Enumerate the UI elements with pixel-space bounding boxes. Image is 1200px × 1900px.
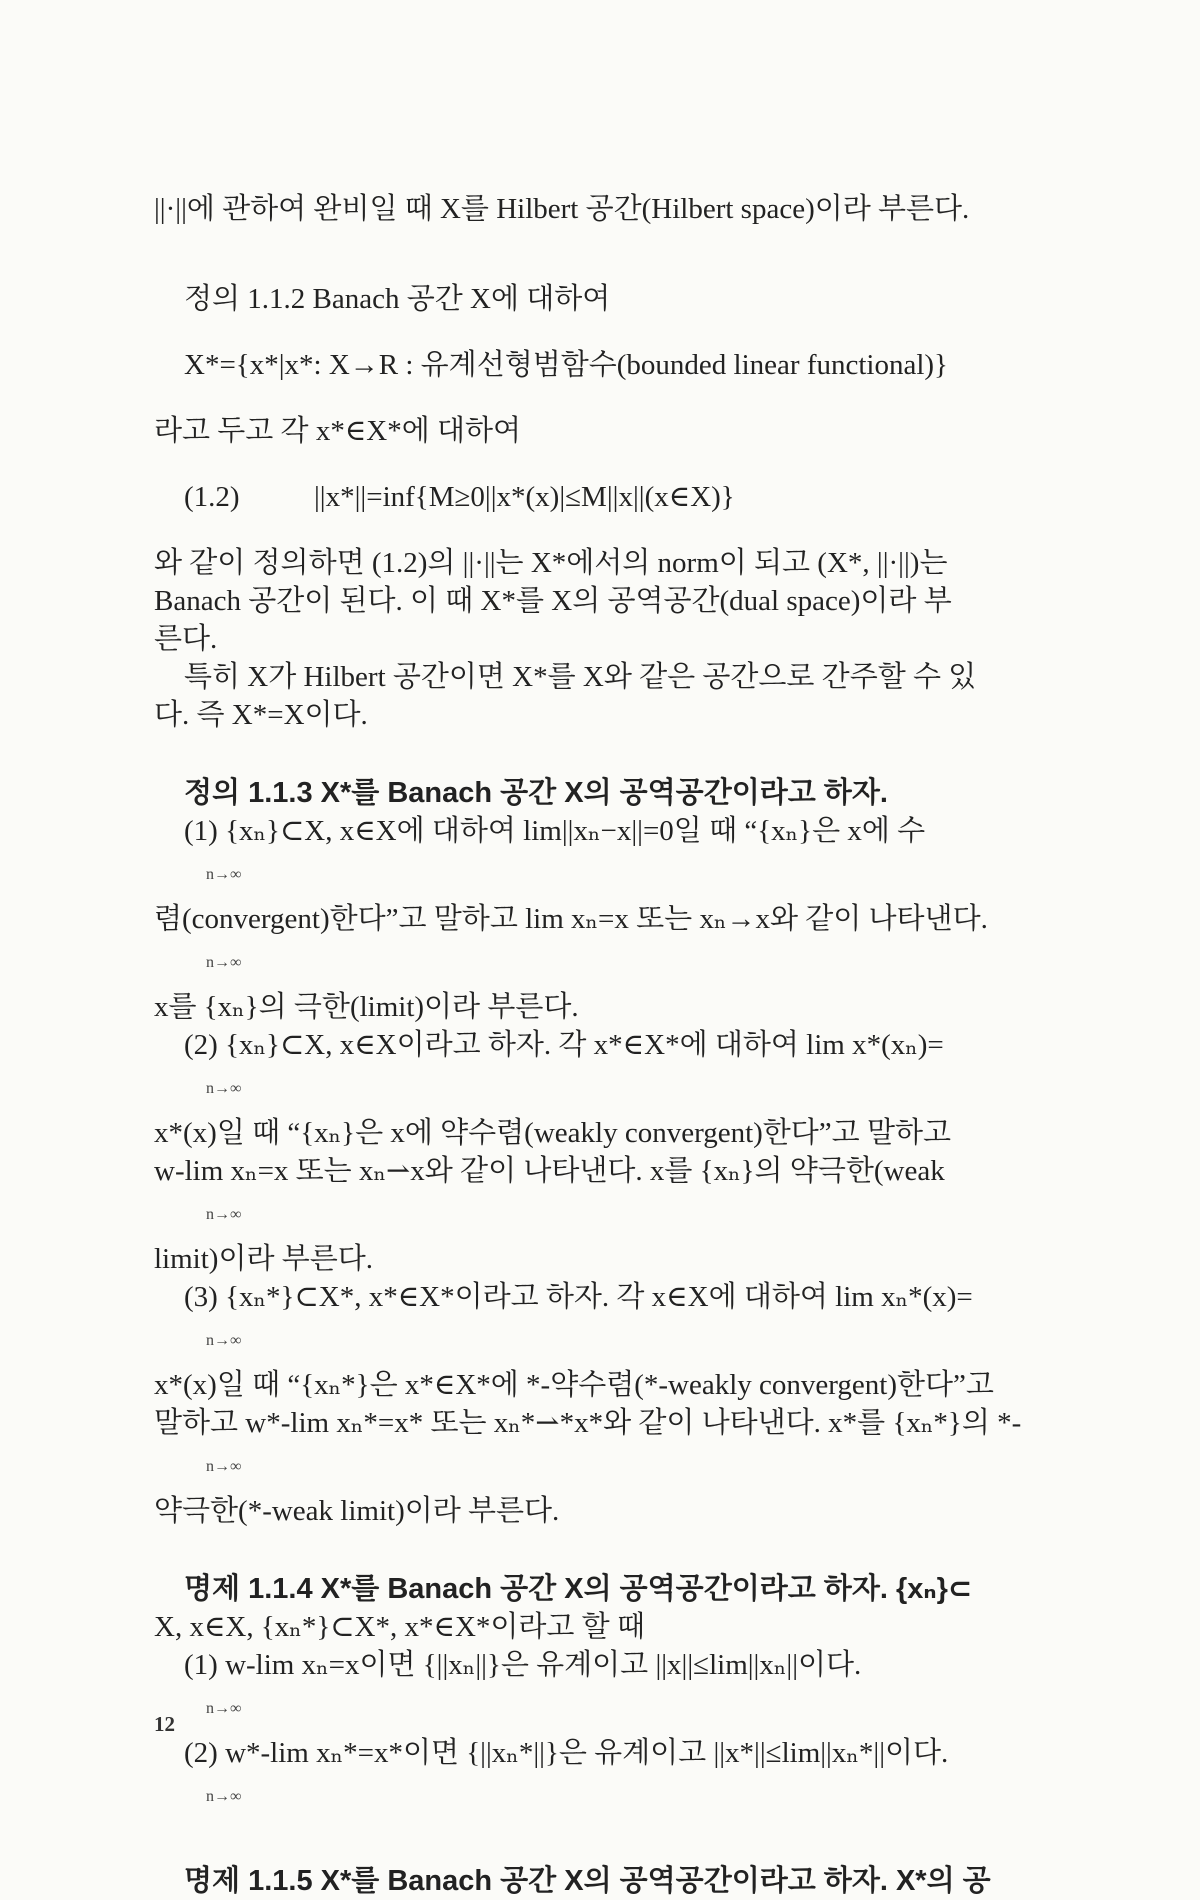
text-line: limit)이라 부른다. (154, 1243, 374, 1275)
definition-heading: 정의 1.1.3 X*를 Banach 공간 X의 공역공간이라고 하자. (184, 777, 888, 809)
text-line: 말하고 w*-lim xₙ*=x* 또는 xₙ*⇀*x*와 같이 나타낸다. x*를 {xₙ*}의 *- (154, 1407, 1022, 1439)
text-line: 특히 X가 Hilbert 공간이면 X*를 X와 같은 공간으로 간주할 수 있 (184, 661, 977, 693)
text-line: (1) w-lim xₙ=x이면 {||xₙ||}은 유계이고 ||x||≤lim||xₙ||이다. (184, 1649, 862, 1681)
text-line: x*(x)일 때 “{xₙ*}은 x*∈X*에 *-약수렴(*-weakly convergent)한다”고 (154, 1369, 994, 1401)
text-line: 렴(convergent)한다”고 말하고 lim xₙ=x 또는 xₙ→x와 같이 나타낸다. (154, 903, 988, 935)
limit-subscript: n→∞ (206, 1700, 242, 1717)
text-line: (2) w*-lim xₙ*=x*이면 {||xₙ*||}은 유계이고 ||x*||≤lim||xₙ*||이다. (184, 1737, 949, 1769)
text-line: x를 {xₙ}의 극한(limit)이라 부른다. (154, 991, 579, 1023)
text-line: Banach 공간이 된다. 이 때 X*를 X의 공역공간(dual space)이라 부 (154, 585, 952, 617)
equation-line (154, 478, 1060, 516)
text-line: (3) {xₙ*}⊂X*, x*∈X*이라고 하자. 각 x∈X에 대하여 lim xₙ*(x)= (184, 1281, 973, 1313)
text-line: 다. 즉 X*=X이다. (154, 699, 368, 731)
text-line: x*(x)일 때 “{xₙ}은 x에 약수렴(weakly convergent)한다”고 말하고 (154, 1117, 951, 1149)
equation-label: (1.2) (184, 481, 240, 513)
text-line: ||·||에 관하여 완비일 때 X를 Hilbert 공간(Hilbert space)이라 부른다. (154, 193, 970, 225)
limit-subscript: n→∞ (206, 1458, 242, 1475)
page-number: 12 (154, 1712, 175, 1736)
limit-subscript: n→∞ (206, 1788, 242, 1805)
limit-subscript: n→∞ (206, 1206, 242, 1223)
math-line: X*={x*|x*: X→R : 유계선형범함수(bounded linear functional)} (184, 349, 948, 381)
text-line: 와 같이 정의하면 (1.2)의 ||·||는 X*에서의 norm이 되고 (X*, ||·||)는 (154, 547, 948, 579)
equation: ||x*||=inf{M≥0||x*(x)|≤M||x||(x∈X)} (314, 481, 735, 513)
text-line: w-lim xₙ=x 또는 xₙ⇀x와 같이 나타낸다. x를 {xₙ}의 약극한(weak (154, 1155, 945, 1187)
proposition-heading: 명제 1.1.5 X*를 Banach 공간 X의 공역공간이라고 하자. X*의 공 (184, 1865, 991, 1897)
text-line: 른다. (154, 623, 218, 655)
text-line: X, x∈X, {xₙ*}⊂X*, x*∈X*이라고 할 때 (154, 1611, 645, 1643)
text-line: 라고 두고 각 x*∈X*에 대하여 (154, 415, 522, 447)
text-line: (2) {xₙ}⊂X, x∈X이라고 하자. 각 x*∈X*에 대하여 lim x*(xₙ)= (184, 1029, 944, 1061)
limit-subscript: n→∞ (206, 866, 242, 883)
text-line: 약극한(*-weak limit)이라 부른다. (154, 1495, 560, 1527)
text-line: (1) {xₙ}⊂X, x∈X에 대하여 lim||xₙ−x||=0일 때 “{xₙ}은 x에 수 (184, 815, 926, 847)
limit-subscript: n→∞ (206, 1332, 242, 1349)
definition-heading: 정의 1.1.2 Banach 공간 X에 대하여 (184, 283, 611, 315)
proposition-heading: 명제 1.1.4 X*를 Banach 공간 X의 공역공간이라고 하자. {xₙ}⊂ (184, 1573, 973, 1605)
limit-subscript: n→∞ (206, 954, 242, 971)
limit-subscript: n→∞ (206, 1080, 242, 1097)
